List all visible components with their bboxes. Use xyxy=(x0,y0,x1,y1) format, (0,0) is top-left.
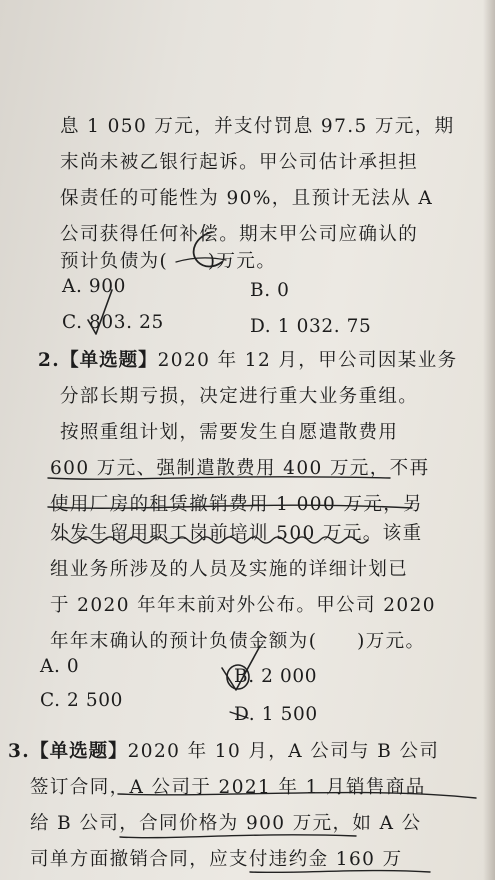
q2-type-tag: 【单选题】 xyxy=(60,350,158,371)
q1-option-a[interactable]: A. 900 xyxy=(62,276,127,297)
q2-line-4: 600 万元、强制遣散费用 400 万元，不再 xyxy=(50,458,430,479)
q2-line-3: 按照重组计划，需要发生自愿遣散费用 xyxy=(60,422,399,443)
q1-line-4: 公司获得任何补偿。期末甲公司应确认的 xyxy=(60,224,419,245)
q3-line-4: 司单方面撤销合同，应支付违约金 160 万 xyxy=(30,849,403,870)
q2-first-line xyxy=(38,346,458,372)
q1-option-c[interactable]: C. 803. 25 xyxy=(62,312,164,333)
q3-type-tag: 【单选题】 xyxy=(30,741,128,762)
q2-line-6: 外发生留用职工岗前培训 500 万元。该重 xyxy=(50,523,423,544)
q2-line-1: 2020 年 12 月，甲公司因某业务 xyxy=(157,350,458,371)
page-edge-shadow xyxy=(483,0,495,880)
q2-option-a[interactable]: A. 0 xyxy=(40,656,80,677)
q2-line-9: 年年末确认的预计负债金额为( )万元。 xyxy=(50,631,426,652)
q3-line-2: 签订合同，A 公司于 2021 年 1 月销售商品 xyxy=(30,777,426,798)
q1-line-5: 预计负债为( )万元。 xyxy=(60,251,277,272)
q1-line-3: 保责任的可能性为 90%，且预计无法从 A xyxy=(60,188,434,209)
q3-first-line xyxy=(8,737,439,763)
q2-option-c[interactable]: C. 2 500 xyxy=(40,690,124,711)
q2-line-7: 组业务所涉及的人员及实施的详细计划已 xyxy=(50,559,409,580)
q1-line-2: 末尚未被乙银行起诉。甲公司估计承担担 xyxy=(60,152,419,173)
q2-line-5: 使用厂房的租赁撤销费用 1 000 万元，另 xyxy=(50,494,424,515)
q2-option-d[interactable]: D. 1 500 xyxy=(234,704,318,725)
q3-line-3: 给 B 公司，合同价格为 900 万元，如 A 公 xyxy=(30,813,422,834)
q1-line-1: 息 1 050 万元，并支付罚息 97.5 万元，期 xyxy=(60,116,455,137)
q2-line-8: 于 2020 年年末前对外公布。甲公司 2020 xyxy=(50,595,436,616)
q1-option-b[interactable]: B. 0 xyxy=(250,280,290,301)
q2-number: 2. xyxy=(38,350,61,371)
q3-line-1: 2020 年 10 月，A 公司与 B 公司 xyxy=(127,741,440,762)
q3-number: 3. xyxy=(8,741,31,762)
q3-underline-2 xyxy=(120,835,356,838)
q2-option-b[interactable]: B. 2 000 xyxy=(234,666,318,687)
q1-option-d[interactable]: D. 1 032. 75 xyxy=(250,316,372,337)
q2-line-2: 分部长期亏损，决定进行重大业务重组。 xyxy=(60,386,419,407)
